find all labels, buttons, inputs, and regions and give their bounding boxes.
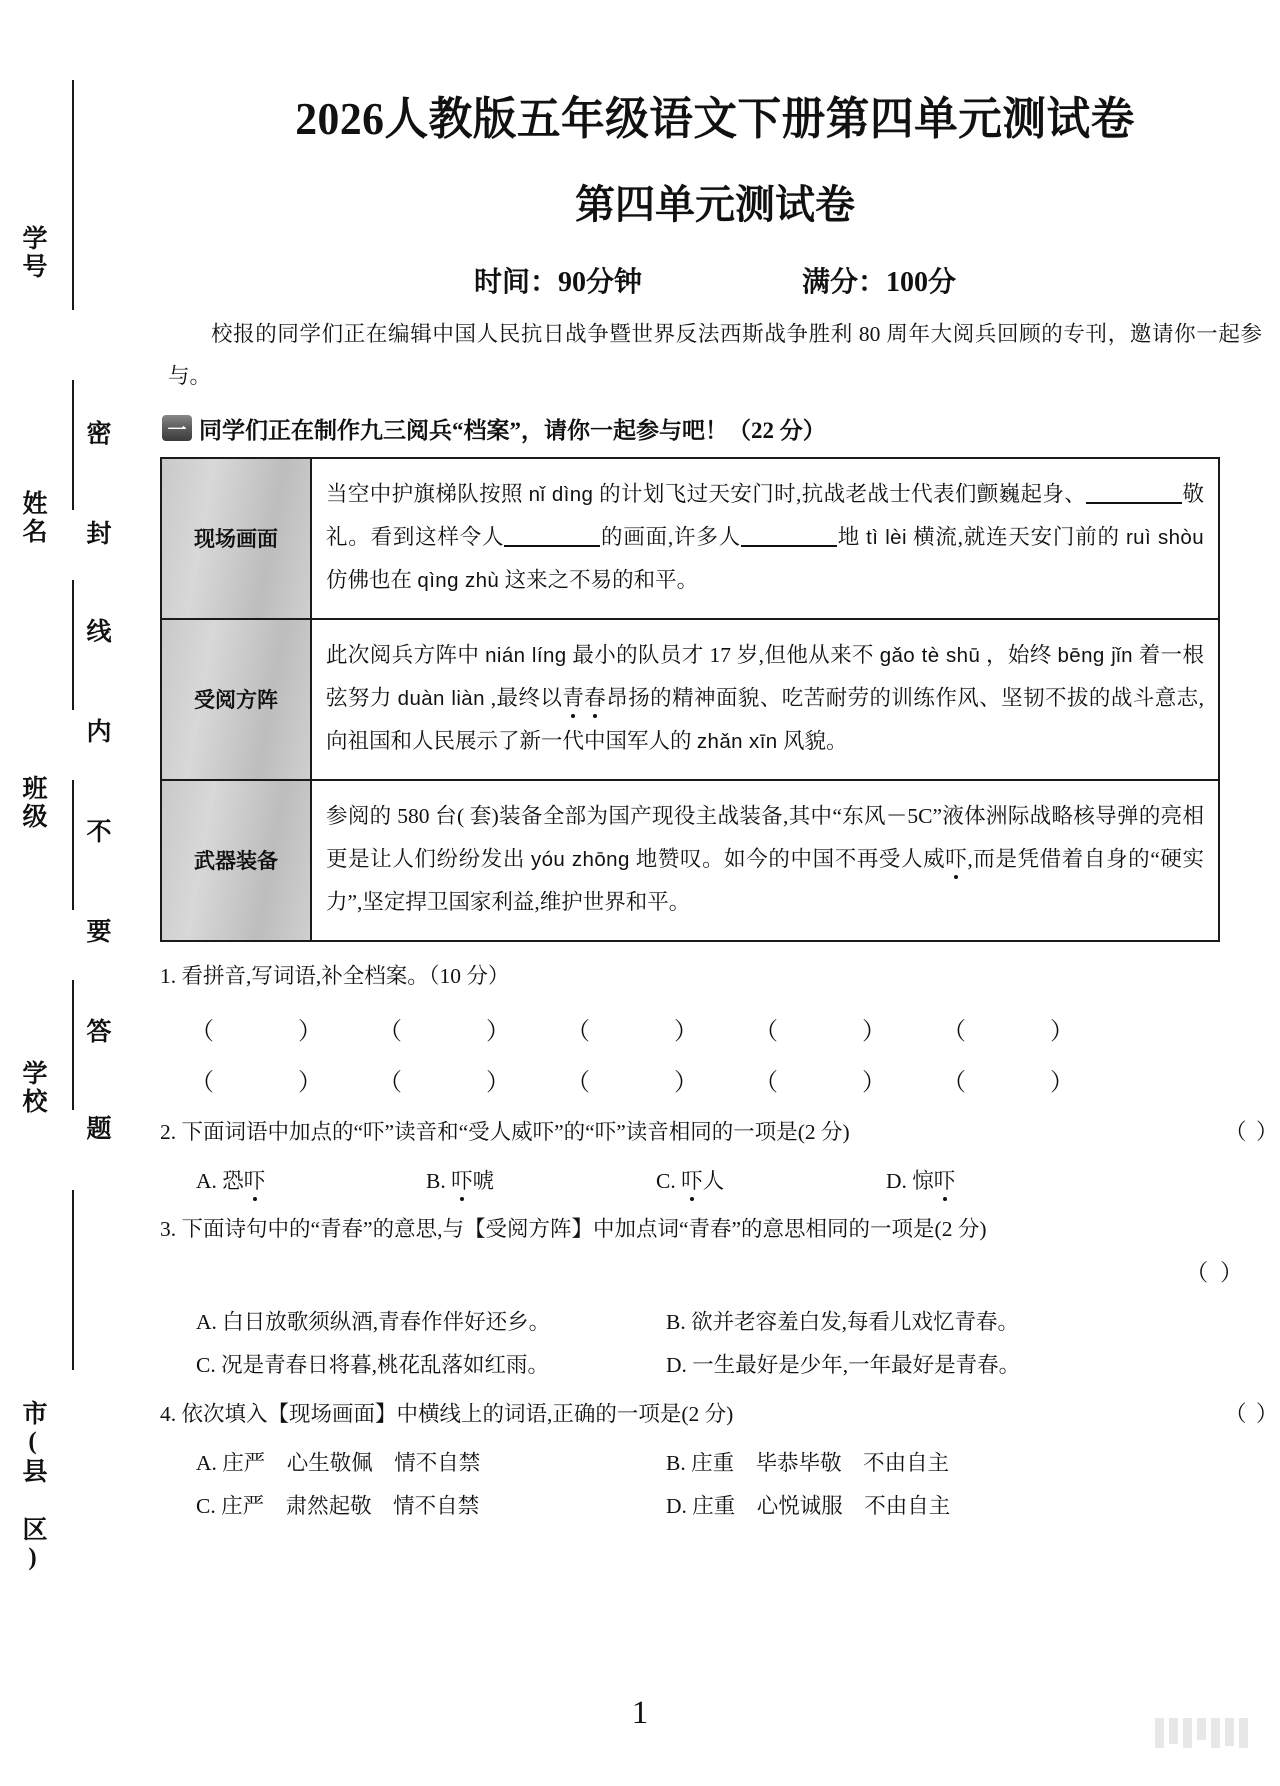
option-item[interactable]: C. 况是青春日将暮,桃花乱落如红雨。 [196,1352,549,1377]
banner-title: 2026人教版五年级语文下册第四单元测试卷 [295,94,1135,144]
option-item[interactable]: D. 庄重 心悦诚服 不由自主 [666,1493,951,1518]
pinyin-hint: duàn liàn [397,686,485,710]
margin-label-city: 市(县 区) [19,1400,46,1574]
seal-label-bu: 不 [83,818,110,846]
margin-label-student-id: 学号 [19,225,46,281]
seal-label-nei: 内 [83,718,110,746]
answer-parenthesis[interactable]: （ ） [754,1070,886,1097]
question-2-answer-bracket[interactable]: （ ） [1224,1119,1280,1145]
option-item[interactable]: B. 欲并老容羞白发,每看儿戏忆青春。 [666,1309,1019,1334]
archive-row [161,780,1219,941]
fill-in-blank[interactable] [741,545,837,547]
answer-parenthesis[interactable]: （ ） [378,1070,510,1097]
question-4 [160,1395,1280,1434]
pinyin-hint: ruì shòu [1125,525,1204,549]
option-item[interactable]: B. 吓唬 [426,1169,495,1194]
question-2-stem: 下面词语中加点的“吓”读音和“受人威吓”的“吓”读音相同的一项是(2 分) [181,1120,850,1145]
answer-parenthesis[interactable]: （ ） [378,1019,510,1046]
answer-parenthesis[interactable]: （ ） [942,1070,1074,1097]
archive-row-label: 现场画面 [161,458,311,619]
option-item[interactable]: D. 惊吓 [886,1169,956,1194]
question-4-number: 4. [160,1401,177,1426]
margin-rule-5 [72,980,74,1110]
section-one-heading-text: 同学们正在制作九三阅兵“档案”，请你一起参与吧！（22 分） [199,417,826,443]
seal-label-feng: 封 [83,520,110,548]
answer-parenthesis[interactable]: （ ） [566,1019,698,1046]
question-2-number: 2. [160,1120,177,1145]
seal-label-yao: 要 [83,918,110,946]
question-4-stem: 依次填入【现场画面】中横线上的词语,正确的一项是(2 分) [181,1401,734,1426]
answer-parenthesis[interactable]: （ ） [754,1019,886,1046]
fill-in-blank[interactable] [504,545,600,547]
margin-rule-3 [72,580,74,710]
margin-rule-6 [72,1190,74,1370]
option-key: C. [656,1169,682,1194]
archive-row-label: 武器装备 [161,780,311,941]
page-number: 1 [631,1695,649,1731]
archive-row-body: 此次阅兵方阵中 nián líng 最小的队员才 17 岁,但他从来不 gǎo tè shū ，始终 bēng jǐn 着一根弦努力 duàn liàn ,最终以青春昂扬的精神面貌、吃苦耐劳的训练作风、坚韧不拔的战斗意志,向祖国和人民展示了新一代中国军人的 zhǎn xīn 风貌。 [311,619,1219,780]
left-margin-strip [0,0,150,1786]
question-3-stem: 下面诗句中的“青春”的意思,与【受阅方阵】中加点词“青春”的意思相同的一项是(2 分) [181,1217,987,1242]
fill-in-blank[interactable] [1086,502,1182,504]
question-3-answer-bracket[interactable]: （ ） [1185,1259,1246,1285]
archive-row [161,619,1219,780]
archive-row [161,458,1219,619]
section-one-heading [162,412,1280,445]
exam-total-score: 满分：100分 [802,267,957,298]
exam-page [150,0,1280,1786]
pinyin-hint: bēng jǐn [1057,643,1133,667]
option-item[interactable]: D. 一生最好是少年,一年最好是青春。 [666,1352,1021,1377]
option-item[interactable]: B. 庄重 毕恭毕敬 不由自主 [666,1450,950,1475]
margin-rule-2 [72,380,74,510]
paper-title: 第四单元测试卷 [575,182,855,227]
question-1-answer-row-2[interactable] [190,1062,1280,1097]
seal-label-mi: 密 [83,420,110,448]
option-key: A. [196,1169,223,1194]
pinyin-hint: gǎo tè shū [879,643,981,667]
question-4-options-row-2 [196,1489,1280,1520]
pinyin-hint: nǐ dìng [528,482,594,506]
option-item[interactable]: C. 庄严 肃然起敬 情不自禁 [196,1493,480,1518]
seal-label-da: 答 [83,1018,110,1046]
watermark-marks [1155,1718,1248,1748]
exam-duration: 时间：90分钟 [473,267,642,298]
question-3-options-row-1 [196,1305,1280,1336]
pinyin-hint: zhǎn xīn [696,729,778,753]
question-1-answer-row-1[interactable] [190,1011,1280,1046]
emphasis-dotted-word: 青春 [562,685,607,710]
question-3-number: 3. [160,1217,177,1242]
option-item[interactable]: A. 恐吓 [196,1169,266,1194]
archive-row-body: 参阅的 580 台( 套)装备全部为国产现役主战装备,其中“东风－5C”液体洲际战略核导弹的亮相更是让人们纷纷发出 yóu zhōng 地赞叹。如今的中国不再受人威吓,而是凭借着自身的“硬实力”,坚定捍卫国家利益,维护世界和平。 [311,780,1219,941]
archive-table [160,457,1220,942]
option-item[interactable]: C. 吓人 [656,1169,725,1194]
margin-label-name: 姓名 [19,490,46,546]
option-key: B. [426,1169,452,1194]
emphasis-dotted-word: 吓 [945,846,968,871]
margin-label-class: 班级 [19,775,46,831]
option-item[interactable]: A. 白日放歌须纵酒,青春作伴好还乡。 [196,1309,551,1334]
question-2 [160,1113,1280,1152]
question-1-stem: 看拼音,写词语,补全档案。（10 分） [181,963,510,988]
intro-paragraph: 校报的同学们正在编辑中国人民抗日战争暨世界反法西斯战争胜利 80 周年大阅兵回顾的专刊，邀请你一起参与。 [168,322,1262,388]
answer-parenthesis[interactable]: （ ） [190,1070,322,1097]
question-4-options-row-1 [196,1446,1280,1477]
option-item[interactable]: A. 庄严 心生敬佩 情不自禁 [196,1450,481,1475]
pinyin-hint: qìng zhù [417,568,500,592]
archive-row-body: 当空中护旗梯队按照 nǐ dìng 的计划飞过天安门时,抗战老战士代表们颤巍起身、 敬礼。看到这样令人 的画面,许多人 地 tì lèi 横流,就连天安门前的 ruì shòu 仿佛也在 qìng zhù 这来之不易的和平。 [311,458,1219,619]
question-4-answer-bracket[interactable]: （ ） [1224,1400,1280,1426]
margin-rule-4 [72,780,74,910]
seal-label-ti: 题 [83,1115,110,1143]
pinyin-hint: tì lèi [866,525,907,549]
answer-parenthesis[interactable]: （ ） [942,1019,1074,1046]
question-3-options-row-2 [196,1348,1280,1379]
answer-parenthesis[interactable]: （ ） [566,1070,698,1097]
question-1-number: 1. [160,963,177,988]
pinyin-hint: yóu zhōng [530,847,630,871]
exam-meta [150,260,1280,300]
seal-label-xian: 线 [83,618,110,646]
question-2-options [196,1164,1280,1195]
margin-label-school: 学校 [19,1060,46,1116]
pinyin-hint: nián líng [485,643,567,667]
margin-rule-1 [72,80,74,310]
answer-parenthesis[interactable]: （ ） [190,1019,322,1046]
archive-row-label: 受阅方阵 [161,619,311,780]
question-3 [160,1211,1280,1293]
section-number-badge: 一 [162,415,192,441]
option-key: D. [886,1169,913,1194]
question-1 [160,958,1280,996]
